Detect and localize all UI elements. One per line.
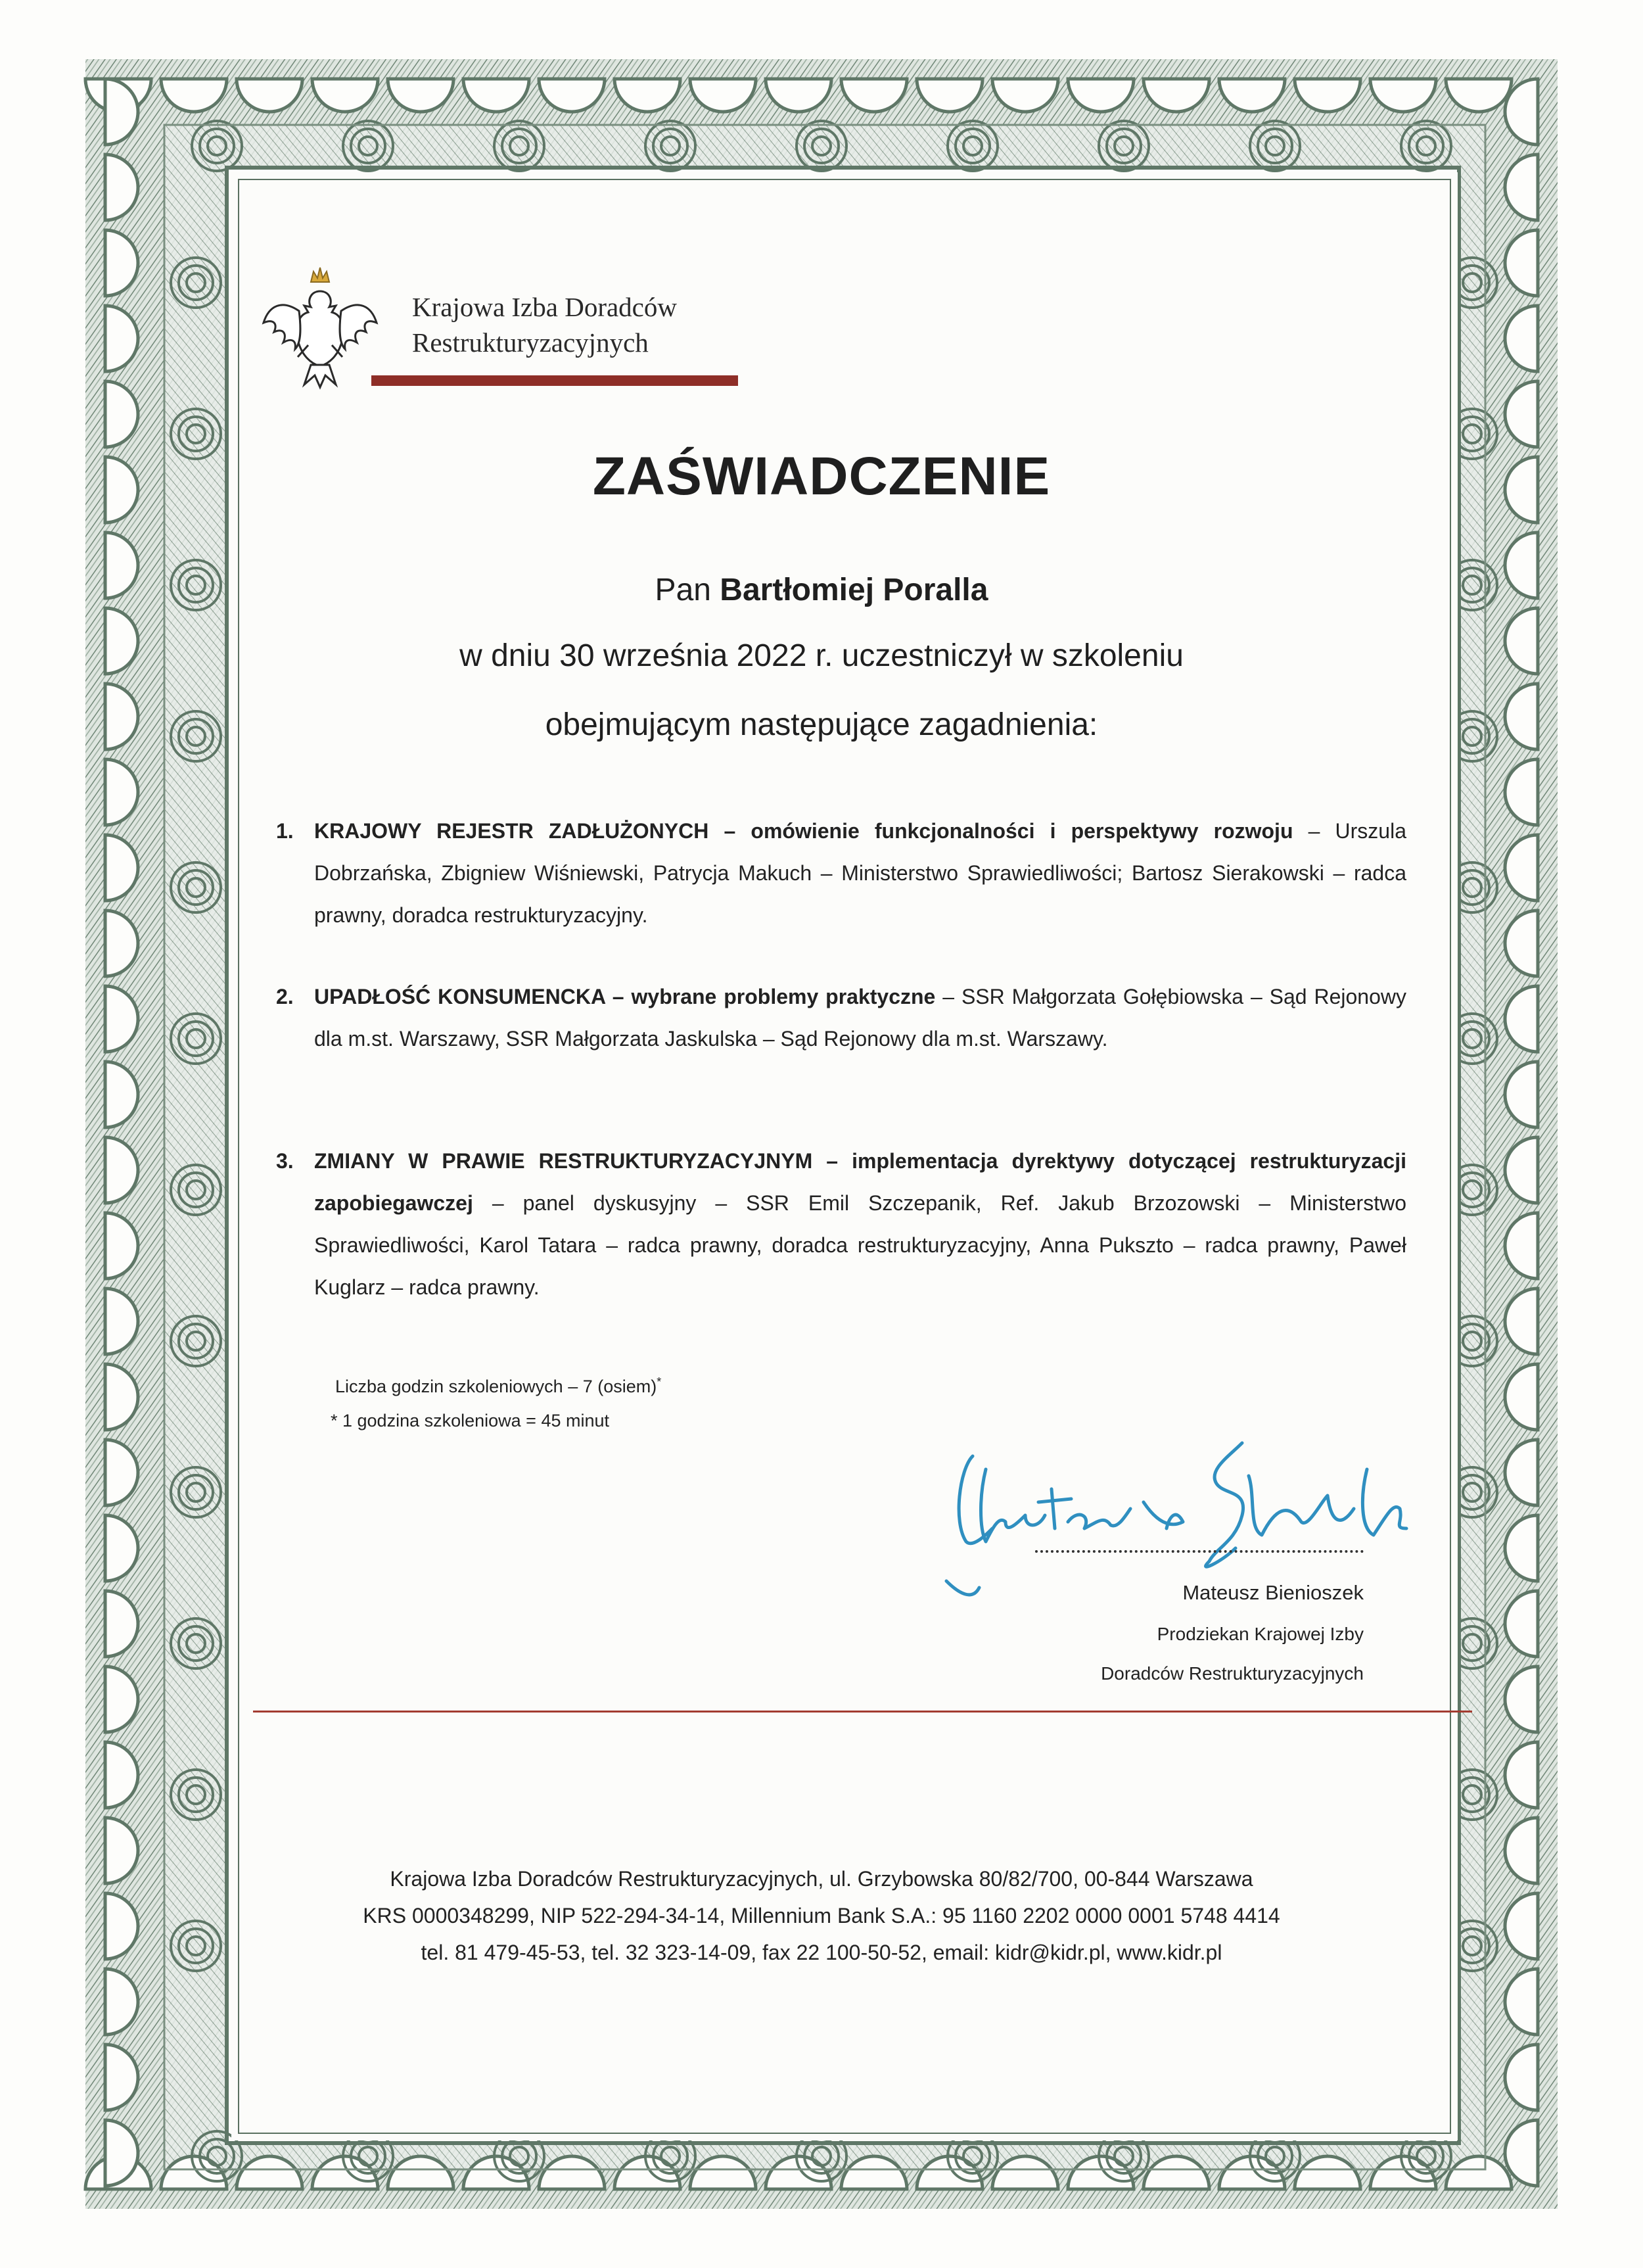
topic-title: KRAJOWY REJESTR ZADŁUŻONYCH – omówienie funkcjonalności i perspektywy rozwoju (314, 819, 1293, 843)
topic-text: – panel dyskusyjny – SSR Emil Szczepanik, Ref. Jakub Brzozowski – Ministerstwo Sprawiedliwości, Karol Tatara – radca prawny, doradca restrukturyzacyjny, Anna Puksztо – radca prawny, Paweł Kuglarz – radca prawny. (314, 1191, 1406, 1299)
topic-text: – Urszula Dobrzańska, Zbigniew Wiśniewski, Patrycja Makuch – Ministerstwo Sprawiedliwości; Bartosz Sierakowski – radca prawny, doradca restrukturyzacyjny. (314, 819, 1407, 927)
signatory-role-1: Prodziekan Krajowej Izby (1157, 1624, 1364, 1644)
document-title: ZAŚWIADCZENIE (592, 446, 1051, 506)
footer-divider (253, 1711, 1472, 1713)
intro-line-2: w dniu 30 września 2022 r. uczestniczył w szkoleniu (459, 638, 1184, 673)
training-hours-note: * 1 godzina szkoleniowa = 45 minut (331, 1411, 610, 1430)
topic-title: ZMIANY W PRAWIE RESTRUKTURYZACYJNYM – implementacja dyrektywy dotyczącej restrukturyzacji zapobiegawczej (314, 1149, 1406, 1215)
topic-number: 3. (276, 1149, 294, 1173)
footnote-marker: * (657, 1375, 662, 1388)
org-name-line2: Restrukturyzacyjnych (412, 327, 649, 358)
topic-number: 1. (276, 819, 294, 843)
footer-address: Krajowa Izba Doradców Restrukturyzacyjnych, ul. Grzybowska 80/82/700, 00-844 Warszawa (390, 1867, 1253, 1891)
signatory-name: Mateusz Bienioszek (1182, 1581, 1364, 1604)
intro-line-3: obejmującym następujące zagadnienia: (545, 707, 1098, 742)
topic-item (276, 810, 1406, 936)
signatory-role-2: Doradców Restrukturyzacyjnych (1101, 1663, 1364, 1684)
org-name-line1: Krajowa Izba Doradców (412, 292, 677, 322)
salutation: Pan (655, 573, 711, 607)
topic-title: UPADŁOŚĆ KONSUMENCKA – wybrane problemy praktyczne (314, 985, 936, 1008)
org-name (412, 289, 677, 360)
recipient-line (0, 572, 1643, 608)
header-accent-line (371, 375, 738, 386)
footer-contact: tel. 81 479-45-53, tel. 32 323-14-09, fax 22 100-50-52, email: kidr@kidr.pl, www.kidr.pl (421, 1941, 1222, 1964)
footer-registration: KRS 0000348299, NIP 522-294-34-14, Millennium Bank S.A.: 95 1160 2202 0000 0001 5748 4414 (363, 1904, 1280, 1927)
training-hours (335, 1375, 661, 1397)
recipient-name: Bartłomiej Poralla (720, 573, 988, 607)
crown-icon (311, 268, 329, 282)
signature-line (1035, 1550, 1364, 1553)
topic-text: – SSR Małgorzata Gołębiowska – Sąd Rejonowy dla m.st. Warszawy, SSR Małgorzata Jaskulska – Sąd Rejonowy dla m.st. Warszawy. (314, 985, 1407, 1051)
polish-eagle-icon (258, 260, 382, 391)
topic-item (276, 1140, 1406, 1308)
eagle-emblem (258, 260, 382, 391)
topic-number: 2. (276, 985, 294, 1008)
training-hours-text: Liczba godzin szkoleniowych – 7 (osiem) (335, 1377, 657, 1396)
topic-item (276, 976, 1406, 1060)
